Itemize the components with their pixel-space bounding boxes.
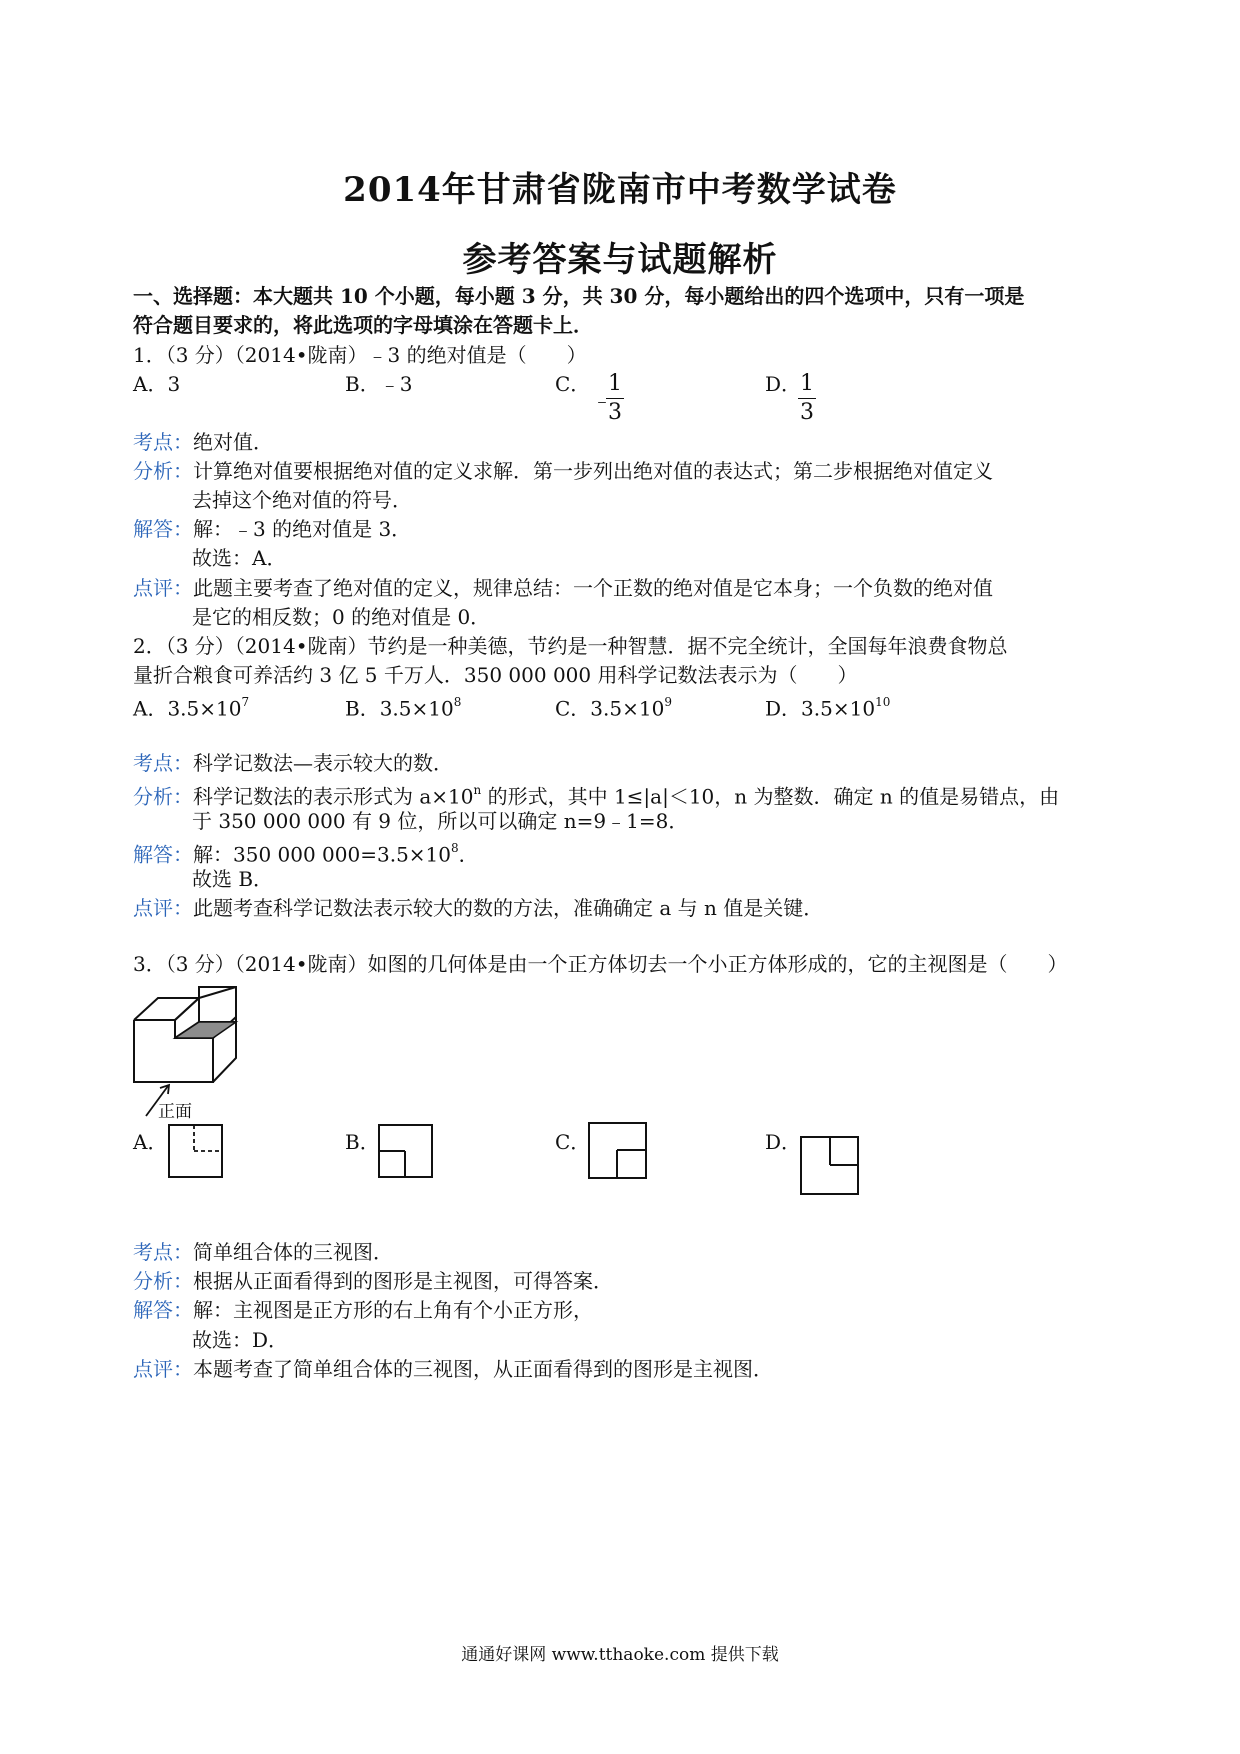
q3-jieda-line2: 故选：D． xyxy=(192,1328,289,1352)
q2-jieda-sup: 8 xyxy=(451,841,459,855)
q2-fenxi-sup: n xyxy=(473,783,482,797)
q1-analysis-block xyxy=(133,428,273,456)
q1-jieda-line1: 解：﹣3 的绝对值是 3． xyxy=(193,517,412,541)
q2-option-c-exp: 9 xyxy=(664,695,672,709)
q3-jieda-label: 解答： xyxy=(133,1298,193,1322)
page-footer: 通通好课网 www.tthaoke.com 提供下载 xyxy=(461,1645,779,1665)
q3-option-d-figure xyxy=(800,1136,860,1196)
q2-kaodian-text: 科学记数法—表示较大的数． xyxy=(193,751,453,775)
q2-option-a-exp: 7 xyxy=(241,695,250,709)
q2-jieda-line2: 故选 B． xyxy=(192,867,274,891)
q3-kaodian-row xyxy=(133,1238,393,1266)
section-instruction-line2: 符合题目要求的，将此选项的字母填涂在答题卡上． xyxy=(133,313,593,337)
q3-solid-figure xyxy=(128,982,243,1092)
q3-fenxi-label: 分析： xyxy=(133,1269,193,1293)
q2-fenxi-label: 分析： xyxy=(133,784,193,809)
q1-jieda-row xyxy=(133,515,411,543)
q2-option-b-exp: 8 xyxy=(453,695,462,709)
q2-fenxi-line2: 于 350 000 000 有 9 位，所以可以确定 n=9﹣1=8． xyxy=(192,809,689,833)
q2-jieda-row xyxy=(133,836,479,869)
q2-option-c xyxy=(555,690,672,723)
q3-jieda-line1: 解：主视图是正方形的右上角有个小正方形， xyxy=(193,1298,593,1322)
q2-dianping-row xyxy=(133,894,823,922)
q2-option-b xyxy=(345,690,461,723)
q1-option-c-fraction xyxy=(606,370,624,427)
q1-fenxi-line2: 去掉这个绝对值的符号． xyxy=(192,488,412,512)
q2-fenxi-line1b: 的形式，其中 1≤|a|＜10，n 为整数．确定 n 的值是易错点，由 xyxy=(481,784,1060,809)
q1-option-a: A．3 xyxy=(133,372,181,396)
q2-jieda-line1a: 解：350 000 000=3.5×10 xyxy=(193,842,452,867)
q1-dianping-label: 点评： xyxy=(133,576,193,600)
q2-kaodian-label: 考点： xyxy=(133,751,193,775)
q2-jieda-label: 解答： xyxy=(133,842,193,867)
q1-dianping-line2: 是它的相反数；0 的绝对值是 0． xyxy=(192,605,491,629)
q2-option-a xyxy=(133,690,249,723)
q1-fenxi-line1: 计算绝对值要根据绝对值的定义求解．第一步列出绝对值的表达式；第二步根据绝对值定义 xyxy=(193,459,993,483)
q2-option-c-base: C．3.5×10 xyxy=(555,696,665,721)
q3-option-c-figure xyxy=(588,1122,648,1180)
q1-dianping-row xyxy=(133,574,993,602)
q3-jieda-row xyxy=(133,1296,593,1324)
q1-dianping-line1: 此题主要考查了绝对值的定义，规律总结：一个正数的绝对值是它本身；一个负数的绝对值 xyxy=(193,576,993,600)
q1-jieda-line2: 故选：A． xyxy=(192,546,287,570)
q3-option-b-figure xyxy=(378,1124,434,1180)
q2-option-d xyxy=(765,690,890,723)
q1-option-c-label: C． xyxy=(555,372,591,396)
front-label: 正面 xyxy=(158,1102,192,1122)
q3-fenxi-row xyxy=(133,1267,613,1295)
q2-option-b-base: B．3.5×10 xyxy=(345,696,454,721)
q3-kaodian-label: 考点： xyxy=(133,1240,193,1264)
q1-option-c-numerator: 1 xyxy=(606,370,624,399)
q1-option-d-label: D． xyxy=(765,372,802,396)
q3-dianping-text: 本题考查了简单组合体的三视图，从正面看得到的图形是主视图． xyxy=(193,1357,773,1381)
q3-option-b-label: B． xyxy=(345,1130,380,1154)
q2-stem-line1: 2．（3 分）（2014•陇南）节约是一种美德，节约是一种智慧．据不完全统计，全国每年浪费食物总 xyxy=(133,634,1008,658)
q3-fenxi-text: 根据从正面看得到的图形是主视图，可得答案． xyxy=(193,1269,613,1293)
q2-option-a-base: A．3.5×10 xyxy=(133,696,242,721)
q1-option-c-sign: ﹣ xyxy=(592,388,612,412)
q1-stem: 1．（3 分）（2014•陇南）﹣3 的绝对值是（ ） xyxy=(133,343,587,367)
q2-option-d-base: D．3.5×10 xyxy=(765,696,876,721)
q3-dianping-label: 点评： xyxy=(133,1357,193,1381)
q2-dianping-label: 点评： xyxy=(133,896,193,920)
q1-option-d-numerator: 1 xyxy=(798,370,816,399)
q1-fenxi-row xyxy=(133,457,993,485)
q2-fenxi-row xyxy=(133,778,1059,811)
q1-option-d-fraction xyxy=(798,370,816,427)
q3-kaodian-text: 简单组合体的三视图． xyxy=(193,1240,393,1264)
q2-option-d-exp: 10 xyxy=(875,695,891,709)
section-instruction-line1: 一、选择题：本大题共 10 个小题，每小题 3 分，共 30 分，每小题给出的四个选项中，只有一项是 xyxy=(133,284,1025,308)
q1-kaodian-text: 绝对值． xyxy=(193,430,273,454)
q1-kaodian-label: 考点： xyxy=(133,430,193,454)
q2-fenxi-line1a: 科学记数法的表示形式为 a×10 xyxy=(193,784,474,809)
q1-jieda-label: 解答： xyxy=(133,517,193,541)
q2-stem-line2: 量折合粮食可养活约 3 亿 5 千万人．350 000 000 用科学记数法表示为（ ） xyxy=(133,663,858,687)
q1-option-c-denominator: 3 xyxy=(608,400,622,425)
q2-jieda-line1b: ． xyxy=(458,842,479,867)
q2-dianping-text: 此题考查科学记数法表示较大的数的方法，准确确定 a 与 n 值是关键． xyxy=(193,896,824,920)
q1-option-b: B．﹣3 xyxy=(345,372,413,396)
q3-dianping-row xyxy=(133,1355,773,1383)
page-title: 2014年甘肃省陇南市中考数学试卷 xyxy=(343,170,897,210)
q1-fenxi-label: 分析： xyxy=(133,459,193,483)
q3-option-d-label: D． xyxy=(765,1130,802,1154)
q3-option-c-label: C． xyxy=(555,1130,591,1154)
q3-option-a-figure xyxy=(168,1124,224,1180)
page-subtitle: 参考答案与试题解析 xyxy=(462,240,778,280)
q3-option-a-label: A． xyxy=(133,1130,168,1154)
q3-stem: 3．（3 分）（2014•陇南）如图的几何体是由一个正方体切去一个小正方体形成的，它的主视图是（ ） xyxy=(133,952,1068,976)
q2-kaodian-row xyxy=(133,749,453,777)
q1-option-d-denominator: 3 xyxy=(800,400,814,425)
